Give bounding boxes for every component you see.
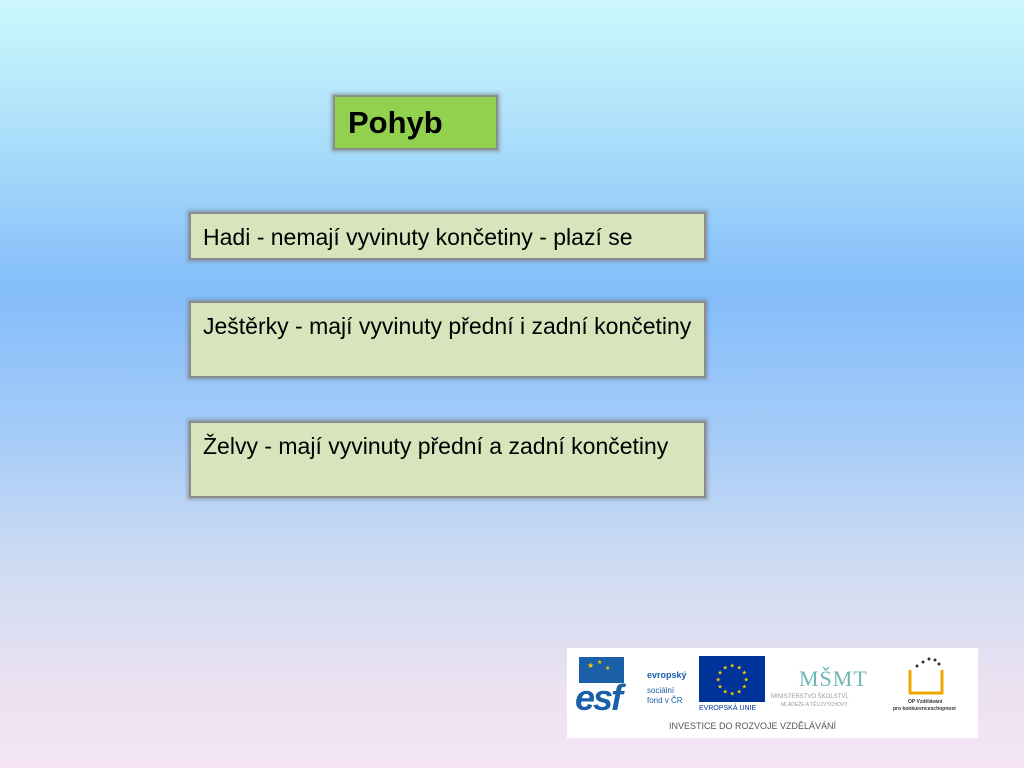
eu-star-icon: ★ [729, 662, 735, 670]
svg-text:★: ★ [605, 665, 611, 672]
eu-star-icon: ★ [729, 690, 735, 698]
eu-star-icon: ★ [736, 688, 742, 696]
esf-text-3: fond v ČR [647, 696, 683, 705]
eu-star-icon: ★ [743, 676, 749, 684]
op-text-1: OP Vzdělávání [908, 699, 943, 705]
eu-star-icon: ★ [741, 669, 747, 677]
funding-logo-bar [567, 648, 978, 738]
eu-star-icon: ★ [722, 688, 728, 696]
msmt-text-2: MLÁDEŽE A TĚLOVÝCHOVY [781, 702, 848, 708]
msmt-mark: MŠMT [799, 666, 868, 691]
eu-flag-logo [699, 656, 765, 712]
eu-star-icon: ★ [715, 676, 721, 684]
esf-text-1: evropský [647, 670, 687, 680]
slide-title: Pohyb [333, 95, 498, 150]
esf-text-2: sociální [647, 686, 675, 695]
msmt-text-1: MINISTERSTVO ŠKOLSTVÍ, [771, 694, 849, 700]
esf-logo [575, 657, 687, 718]
eu-caption: EVROPSKÁ UNIE [699, 705, 757, 712]
funding-footer-text: INVESTICE DO ROZVOJE VZDĚLÁVÁNÍ [669, 721, 837, 731]
op-text-2: pro konkurenceschopnost [893, 706, 956, 712]
eu-star-icon: ★ [736, 664, 742, 672]
list-item-lizards: Ještěrky - mají vyvinuty přední i zadní končetiny [189, 301, 706, 378]
eu-star-icon: ★ [741, 683, 747, 691]
eu-star-icon: ★ [722, 664, 728, 672]
op-vk-logo [893, 658, 956, 713]
svg-text:★: ★ [587, 661, 595, 670]
esf-mark: esf [575, 677, 622, 718]
list-item-snakes: Hadi - nemají vyvinuty končetiny - plazí se [189, 212, 706, 260]
eu-star-icon: ★ [717, 669, 723, 677]
msmt-logo [771, 666, 868, 708]
svg-text:★: ★ [597, 659, 603, 666]
eu-star-icon: ★ [717, 683, 723, 691]
list-item-turtles: Želvy - mají vyvinuty přední a zadní končetiny [189, 421, 706, 498]
